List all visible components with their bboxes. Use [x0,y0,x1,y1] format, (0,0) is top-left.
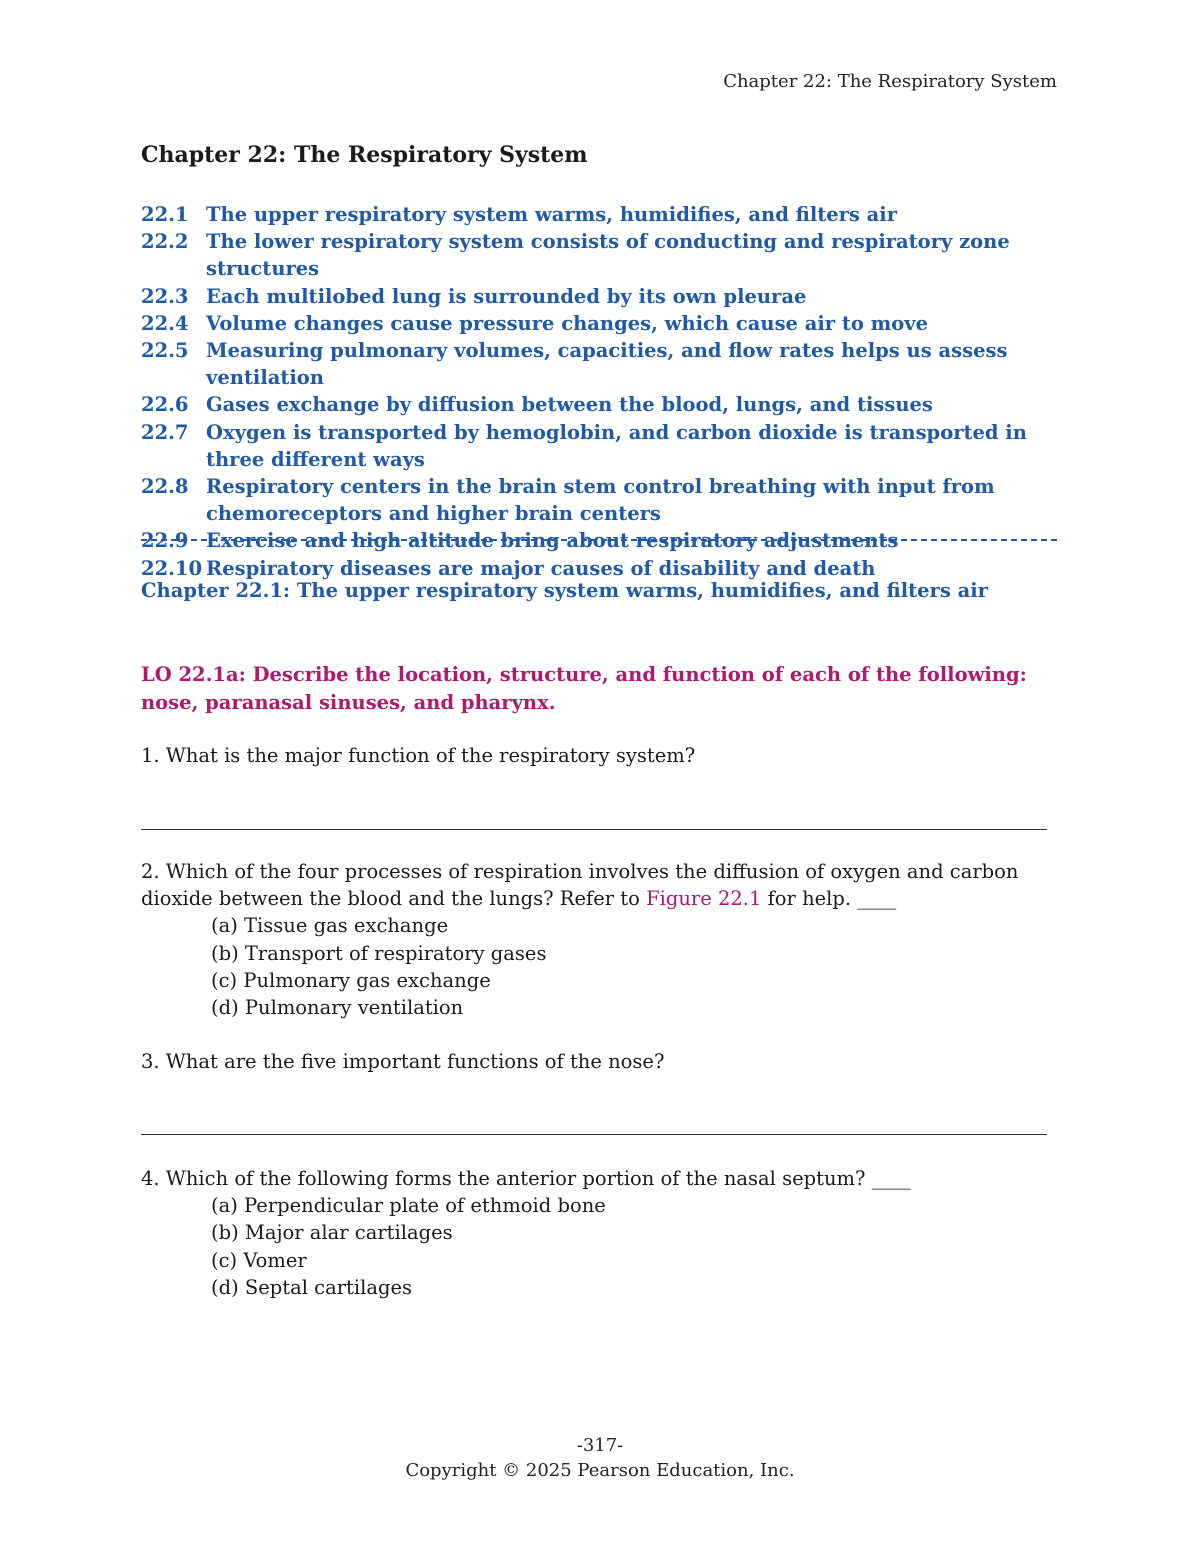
answer-options [141,1192,1071,1301]
outline-item-number: 22.2 [141,230,189,254]
figure-link[interactable]: Figure 22.1 [646,887,762,911]
outline-item-text: Measuring pulmonary volumes, capacities, and flow rates helps us assess ventilation [206,339,1008,390]
question-4 [141,1165,1071,1301]
question-text: 1. What is the major function of the respiratory system? [141,744,696,767]
outline-item-number: 22.7 [141,420,189,444]
outline-item-text: The lower respiratory system consists of conducting and respiratory zone structures [206,230,1010,281]
answer-options [141,912,1071,1021]
outline-item-text: Gases exchange by diffusion between the blood, lungs, and tissues [206,393,933,417]
outline-item-number: 22.5 [141,339,189,363]
outline-item [141,310,1071,337]
running-header: Chapter 22: The Respiratory System [723,71,1057,92]
answer-option[interactable]: (a) Tissue gas exchange [211,914,449,938]
section-heading: Chapter 22.1: The upper respiratory system warms, humidifies, and filters air [141,579,988,602]
question-2 [141,858,1071,1021]
answer-option[interactable]: (b) Transport of respiratory gases [211,941,547,965]
answer-line-1[interactable] [141,829,1047,830]
answer-option[interactable]: (b) Major alar cartilages [211,1221,453,1245]
answer-option[interactable]: (a) Perpendicular plate of ethmoid bone [211,1194,606,1218]
outline-item-number: 22.3 [141,284,189,308]
outline-item [141,473,1071,527]
outline-item-number: 22.4 [141,311,189,335]
section-divider [141,539,1057,541]
outline-item-text: Exercise and high altitude bring about respiratory adjustments [206,529,899,553]
outline-item [141,201,1071,228]
outline-item [141,555,1071,582]
learning-objective: LO 22.1a: Describe the location, structure, and function of each of the following: nose, paranasal sinuses, and pharynx. [141,663,1027,714]
outline-item [141,527,1071,554]
answer-option[interactable]: (c) Pulmonary gas exchange [211,968,491,992]
question-text-start: 2. Which of the four processes of respiration involves the diffusion of oxygen and carbon dioxide between the blood and the lungs? Refer to [141,860,1019,911]
answer-option[interactable]: (d) Pulmonary ventilation [211,996,464,1020]
outline-item-text: Respiratory centers in the brain stem control breathing with input from chemoreceptors and higher brain centers [206,475,995,526]
chapter-title: Chapter 22: The Respiratory System [141,142,588,168]
outline-item-text: Respiratory diseases are major causes of disability and death [206,556,876,580]
outline-item-number: 22.1 [141,203,189,226]
outline-item [141,283,1071,310]
answer-option[interactable]: (c) Vomer [211,1248,307,1272]
outline-item [141,228,1071,282]
question-text [141,858,1071,912]
outline-item-text: Oxygen is transported by hemoglobin, and carbon dioxide is transported in three different ways [206,420,1027,471]
question-1 [141,742,1071,769]
outline-item-text: Volume changes cause pressure changes, which cause air to move [206,311,929,335]
answer-option[interactable]: (d) Septal cartilages [211,1275,413,1299]
page-number: -317- [576,1435,624,1456]
question-3 [141,1048,1071,1075]
outline-item [141,419,1071,473]
question-text-end: for help. ____ [761,887,897,911]
outline-item-number: 22.9 [141,529,189,553]
outline-item [141,391,1071,418]
outline-item [141,337,1071,391]
question-text: 4. Which of the following forms the anterior portion of the nasal septum? ____ [141,1167,911,1190]
outline-item-number: 22.6 [141,393,189,417]
outline-item-text: The upper respiratory system warms, humidifies, and filters air [206,203,897,226]
outline-item-number: 22.8 [141,475,189,499]
answer-line-3[interactable] [141,1134,1047,1135]
outline-item-number: 22.10 [141,556,203,580]
copyright-notice: Copyright © 2025 Pearson Education, Inc. [405,1460,795,1481]
chapter-outline [141,201,1071,582]
outline-item-text: Each multilobed lung is surrounded by its own pleurae [206,284,807,308]
question-text: 3. What are the five important functions of the nose? [141,1050,665,1073]
